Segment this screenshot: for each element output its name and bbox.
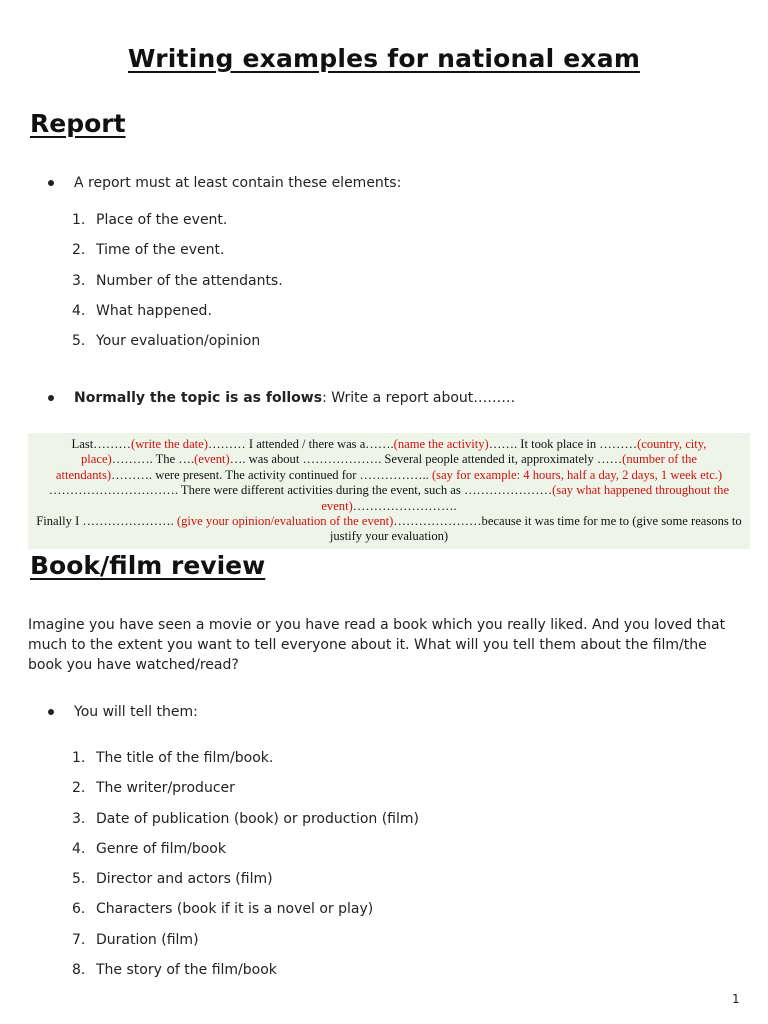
bullet-icon (48, 709, 54, 715)
review-bullet-text: You will tell them: (74, 704, 198, 720)
template-text: ………. were present. The activity continued for …………….. (111, 467, 432, 482)
bullet-icon (48, 180, 54, 186)
template-paragraph-1 (36, 437, 742, 514)
report-heading: Report (30, 109, 126, 138)
template-placeholder: (write the date) (131, 437, 208, 451)
template-placeholder: (give your opinion/evaluation of the event) (176, 514, 394, 529)
report-template-box (28, 433, 750, 549)
template-text: ……………………. (352, 498, 457, 513)
template-placeholder: (name the activity) (393, 437, 489, 451)
template-placeholder: (country, city, place) (80, 437, 707, 467)
template-placeholder: (say what happened throughout the event) (321, 483, 730, 513)
template-placeholder: (event) (194, 452, 230, 467)
review-intro: Imagine you have seen a movie or you have read a book which you really liked. And you loved that much to the extent you want to tell everyone about it. What will you tell them about the film/the book you have watched/read? (28, 617, 726, 673)
template-placeholder: (number of the attendants) (55, 452, 698, 482)
template-text: …………………………. There were different activities during the event, such as ………………… (48, 483, 553, 498)
template-text: Last……… (71, 437, 132, 451)
review-heading: Book/film review (30, 551, 266, 580)
template-text: ……. It took place in ……… (488, 437, 638, 451)
template-text: ……… I attended / there was a……. (207, 437, 394, 451)
topic-text: : Write a report about……… (322, 390, 516, 406)
template-text: ………. The …. (111, 452, 195, 467)
topic-label: Normally the topic is as follows (74, 390, 323, 406)
page-title: Writing examples for national exam (127, 44, 641, 73)
template-text: Finally I …………………. (36, 514, 177, 529)
template-text: …………………because it was time for me to (give some reasons to justify your evaluation) (329, 514, 742, 544)
report-bullet-text: A report must at least contain these elements: (74, 175, 402, 191)
template-paragraph-2 (36, 514, 742, 545)
bullet-icon (48, 395, 54, 401)
template-text: …. was about ………………. Several people attended it, approximately …… (229, 452, 623, 467)
template-placeholder: (say for example: 4 hours, half a day, 2 days, 1 week etc.) (431, 467, 723, 482)
page-number: 1 (732, 992, 740, 1006)
